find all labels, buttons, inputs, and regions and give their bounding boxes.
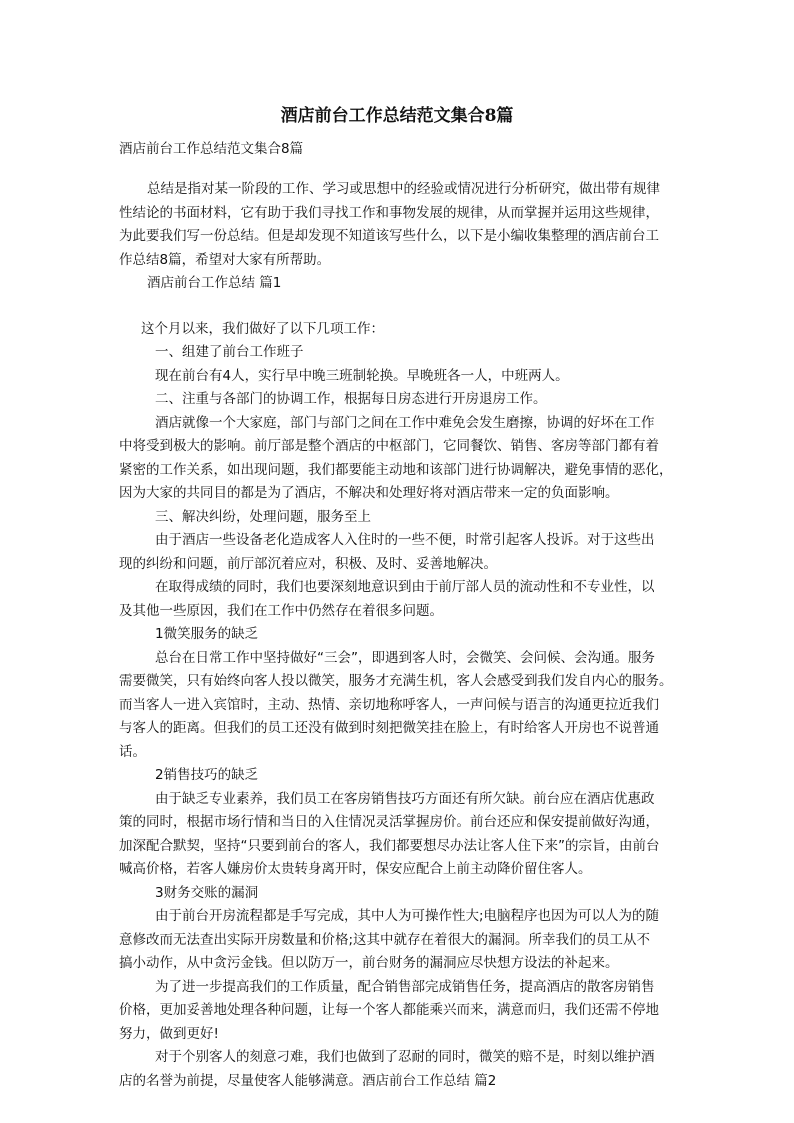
paragraph-line: 由于缺乏专业素养，我们员工在客房销售技巧方面还有所欠缺。前台应在酒店优惠政 — [155, 790, 655, 807]
paragraph-line: 总结是指对某一阶段的工作、学习或思想中的经验或情况进行分析研究，做出带有规律 — [147, 181, 660, 197]
paragraph-line: 由于前台开房流程都是手写完成，其中人为可操作性大;电脑程序也因为可以人为的随 — [155, 908, 660, 924]
paragraph-line: 作总结8篇，希望对大家有所帮助。 — [119, 251, 331, 268]
paragraph-line: 策的同时，根据市场行情和当日的入住情况灵活掌握房价。前台还应和保安提前做好沟通， — [119, 814, 659, 830]
paragraph-line: 在取得成绩的同时，我们也要深刻地意识到由于前厅部人员的流动性和不专业性，以 — [155, 579, 655, 595]
document-title: 酒店前台工作总结范文集合8篇 — [280, 106, 514, 126]
paragraph-line: 价格，更加妥善地处理各种问题，让每一个客人都能乘兴而来，满意而归，我们还需不停地 — [119, 1002, 659, 1018]
paragraph-line: 总台在日常工作中坚持做好“三会”，即遇到客人时，会微笑、会问候、会沟通。服务 — [155, 649, 655, 666]
paragraph-line: 为此要我们写一份总结。但是却发现不知道该写些什么，以下是小编收集整理的酒店前台工 — [119, 228, 659, 244]
paragraph-line: 而当客人一进入宾馆时，主动、热情、亲切地称呼客人，一声问候与语言的沟通更拉近我们 — [119, 696, 659, 713]
paragraph-line: 话。 — [119, 743, 146, 760]
paragraph-line: 这个月以来，我们做好了以下几项工作： — [141, 320, 384, 337]
paragraph-line: 加深配合默契，坚持“只要到前台的客人，我们都要想尽办法让客人住下来”的宗旨，由前台 — [119, 837, 660, 854]
paragraph-line: 与客人的距离。但我们的员工还没有做到时刻把微笑挂在脸上，有时给客人开房也不说普通 — [119, 720, 659, 736]
paragraph-line: 店的名誉为前提，尽量使客人能够满意。酒店前台工作总结 篇2 — [119, 1072, 497, 1089]
paragraph-line: 喊高价格，若客人嫌房价太贵转身离开时，保安应配合上前主动降价留住客人。 — [119, 861, 592, 877]
paragraph-line: 性结论的书面材料，它有助于我们寻找工作和事物发展的规律，从而掌握并运用这些规律， — [119, 204, 659, 221]
list-heading: 1微笑服务的缺乏 — [155, 626, 259, 642]
document-body — [119, 178, 679, 1093]
section-heading: 酒店前台工作总结 篇1 — [147, 275, 282, 291]
paragraph-line: 及其他一些原因，我们在工作中仍然存在着很多问题。 — [119, 602, 443, 619]
paragraph-line: 为了进一步提高我们的工作质量，配合销售部完成销售任务，提高酒店的散客房销售 — [155, 978, 655, 995]
paragraph-line: 由于酒店一些设备老化造成客人入住时的一些不便，时常引起客人投诉。对于这些出 — [155, 532, 655, 548]
list-heading: 二、注重与各部门的协调工作，根据每日房态进行开房退房工作。 — [155, 391, 547, 407]
list-heading: 3财务交账的漏洞 — [155, 884, 259, 901]
paragraph-line: 酒店就像一个大家庭，部门与部门之间在工作中难免会发生磨擦，协调的好坏在工作 — [155, 414, 655, 431]
list-heading: 2销售技巧的缺乏 — [155, 767, 259, 783]
spacer — [119, 296, 679, 318]
paragraph-line: 努力，做到更好! — [119, 1025, 219, 1042]
paragraph-line: 搞小动作，从中贪污金钱。但以防万一，前台财务的漏洞应尽快想方设法的补起来。 — [119, 955, 619, 971]
paragraph-line: 对于个别客人的刻意刁难，我们也做到了忍耐的同时，微笑的赔不是，时刻以维护酒 — [155, 1049, 655, 1065]
list-heading: 三、解决纠纷，处理问题，服务至上 — [155, 508, 371, 525]
paragraph-line: 现在前台有4人，实行早中晚三班制轮换。早晚班各一人，中班两人。 — [155, 367, 569, 384]
paragraph-line: 中将受到极大的影响。前厅部是整个酒店的中枢部门，它同餐饮、销售、客房等部门都有着 — [119, 438, 659, 454]
paragraph-line: 现的纠纷和问题，前厅部沉着应对，积极、及时、妥善地解决。 — [119, 555, 497, 572]
paragraph-line: 需要微笑，只有始终向客人投以微笑，服务才充满生机，客人会感受到我们发自内心的服务。 — [119, 673, 673, 689]
document-subtitle: 酒店前台工作总结范文集合8篇 — [119, 141, 304, 157]
paragraph-line: 因为大家的共同目的都是为了酒店，不解决和处理好将对酒店带来一定的负面影响。 — [119, 485, 619, 501]
list-heading: 一、组建了前台工作班子 — [155, 344, 304, 360]
paragraph-line: 意修改而无法查出实际开房数量和价格;这其中就存在着很大的漏洞。所幸我们的员工从不 — [119, 931, 651, 948]
paragraph-line: 紧密的工作关系，如出现问题，我们都要能主动地和该部门进行协调解决，避免事情的恶化， — [119, 461, 673, 478]
